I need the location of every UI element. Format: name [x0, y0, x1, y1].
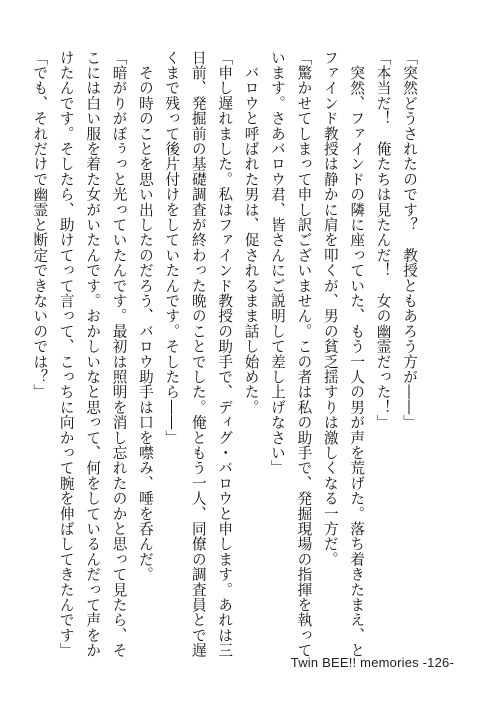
text-line: 「本当だ！ 俺たちは見たんだ！ 女の幽霊だった！」 — [374, 50, 392, 430]
text-line: けたんです。そしたら、助けてって言って、こっちに向かって腕を伸ばしてきたんです」 — [57, 50, 75, 658]
text-line: バロウと呼ばれた男は、促されるまま話し始めた。 — [242, 50, 260, 415]
text-line: 突然、ファインドの隣に座っていた、もう一人の男が声を荒げた。落ち着きたまえ、と — [348, 50, 366, 658]
text-line: こには白い服を着た女がいたんです。おかしいなと思って、何をしているんだって声をか — [84, 50, 102, 658]
vertical-text-body — [26, 50, 422, 658]
page-footer: Twin BEE!! memories -126- — [290, 655, 454, 670]
text-line: その時のことを思い出したのだろう、バロウ助手は口を噤み、唾を呑んだ。 — [136, 50, 154, 582]
text-line: 「驚かせてしまって申し訳ございません。この者は私の助手で、発掘現場の指揮を執って — [295, 50, 313, 658]
text-line: 「申し遅れました。私はファインド教授の助手で、ディグ・バロウと申します。あれは三 — [216, 50, 234, 658]
text-line: 「暗がりがぼぅっと光っていたんです。最初は照明を消し忘れたのかと思って見たら、そ — [110, 50, 128, 658]
text-line: ファインド教授は静かに肩を叩くが、男の貧乏揺すりは激しくなる一方だ。 — [321, 50, 339, 567]
text-line: います。さあバロウ君、皆さんにご説明して差し上げなさい」 — [268, 50, 286, 476]
text-line: 「でも、それだけで幽霊と断定できないのでは？」 — [31, 50, 49, 400]
text-line: 「突然どうされたのです？ 教授ともあろう方が――」 — [401, 50, 418, 430]
text-line: くまで残って後片付けをしていたんです。そしたら――」 — [163, 50, 181, 446]
text-line: 日前、発掘前の基礎調査が終わった晩のことでした。俺ともう一人、同僚の調査員とで遅 — [189, 50, 207, 658]
